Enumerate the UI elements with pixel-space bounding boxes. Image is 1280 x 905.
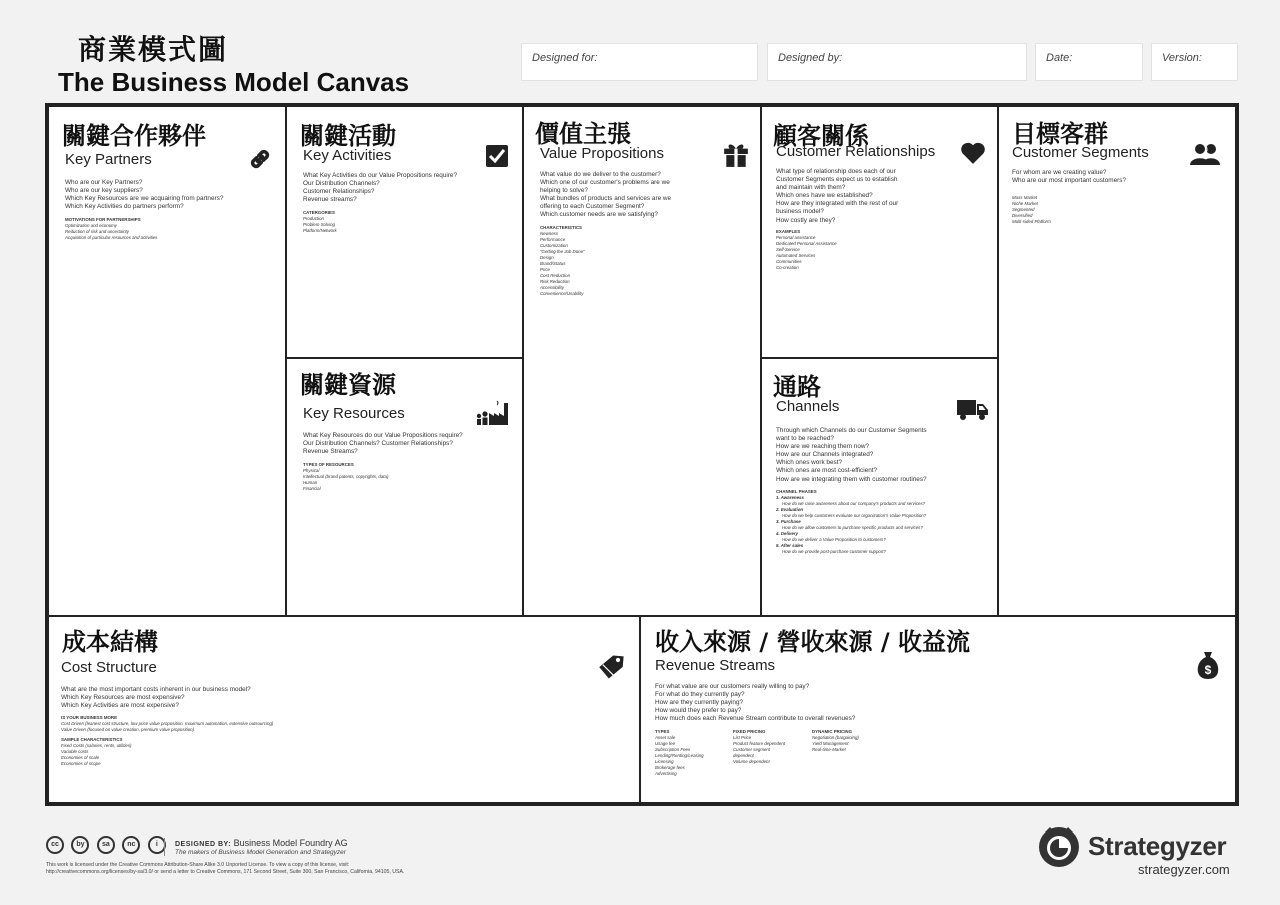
- key-activities-title-en: Key Activities: [303, 147, 392, 164]
- heart-icon: [959, 141, 987, 165]
- version-label: Version:: [1162, 52, 1202, 64]
- revenue-types-column: TYPES Asset sale Usage fee Subscription Fees Lending/Renting/Leasing Licensing Brokerage fees Advertising: [655, 729, 704, 776]
- revenue-streams-title-en: Revenue Streams: [655, 657, 776, 674]
- customer-relationships-block[interactable]: [762, 107, 997, 357]
- cost-structure-block[interactable]: [49, 617, 639, 802]
- date-label: Date:: [1046, 52, 1073, 64]
- gift-icon: [723, 140, 749, 168]
- svg-text:$: $: [1204, 663, 1212, 677]
- truck-icon: [957, 399, 989, 421]
- date-field[interactable]: [1035, 43, 1143, 81]
- by-icon: by: [71, 836, 89, 854]
- key-partners-section: MOTIVATIONS FOR PARTNERSHIPS Optimization and economy Reduction of risk and uncertainty Acquisition of particular resources and activities: [65, 217, 158, 240]
- customer-segments-block[interactable]: [999, 107, 1235, 615]
- value-propositions-questions: What value do we deliver to the customer? Which one of our customer's problems are we helping to solve? What bundles of products and services are we offering to each Customer Segment? Which customer needs are we satisfying?: [540, 171, 672, 219]
- customer-relationships-title-en: Customer Relationships: [776, 143, 936, 160]
- customer-segments-title-en: Customer Segments: [1012, 144, 1149, 161]
- designed-by-field[interactable]: [767, 43, 1027, 81]
- cost-structure-title-zh: 成本結構: [62, 628, 158, 656]
- footer-divider: [164, 838, 165, 856]
- business-model-canvas: [45, 103, 1239, 806]
- designed-by-credit: DESIGNED BY: Business Model Foundry AG: [175, 838, 348, 848]
- version-field[interactable]: [1151, 43, 1238, 81]
- revenue-streams-questions: For what value are our customers really willing to pay? For what do they currently pay? How are they currently paying? How would they prefer to pay? How much does each Revenue Stream contribute to overall revenues?: [655, 683, 856, 723]
- value-propositions-title-zh: 價值主張: [535, 120, 631, 148]
- channels-block[interactable]: [762, 359, 997, 615]
- page-title-zh: 商業模式圖: [78, 33, 229, 66]
- key-activities-title-zh: 關鍵活動: [300, 122, 396, 150]
- factory-workers-icon: [475, 399, 511, 427]
- revenue-streams-pricing: [655, 729, 955, 789]
- nc-icon: nc: [122, 836, 140, 854]
- key-activities-section: CATERGORIES Production Problem Solving Platform/Network: [303, 210, 337, 233]
- creative-commons-badges: [46, 836, 169, 856]
- page-title-en: The Business Model Canvas: [58, 67, 410, 97]
- designed-for-field[interactable]: [521, 43, 758, 81]
- strategyzer-logo-icon: [1036, 823, 1082, 867]
- customer-segments-title-zh: 目標客群: [1012, 120, 1108, 148]
- channels-questions: Through which Channels do our Customer Segments want to be reached? How are we reaching them now? How are our Channels integrated? Which ones work best? Which ones are most cost-efficient? How are we integrating them with customer routines?: [776, 427, 927, 483]
- cost-structure-title-en: Cost Structure: [61, 659, 157, 676]
- value-propositions-section: CHARACTERISTICS Newness Performance Customization "Getting the Job Done" Design Brand/Status Price Cost Reduction Risk Reduction Accessibility Convenience/Usability: [540, 225, 585, 296]
- strategyzer-url-link[interactable]: strategyzer.com: [1138, 862, 1230, 877]
- checkbox-icon: [485, 144, 509, 168]
- key-partners-title-en: Key Partners: [65, 151, 152, 168]
- strategyzer-brand[interactable]: Strategyzer: [1088, 831, 1227, 861]
- customer-relationships-section: EXAMPLES Personal assistance Dedicated Personal Assistance Self-Service Automated Services Communities Co-creation: [776, 229, 837, 270]
- designed-by-label: Designed by:: [778, 52, 843, 64]
- customer-segments-section: Mass Market Niche Market Segmented Diversified Multi-sided Platform: [1012, 195, 1051, 224]
- channels-phases: CHANNEL PHASES 1. Awareness How do we raise awareness about our company's products and services? 2. Evaluation How do we help customers evaluate our organization's Value Proposition? 3. Purchase How do we allow customers to purchase specific products and services? 4. Delivery How do we deliver a Value Proposition to customers? 5. After sales How do we provide post-purchase customer support?: [776, 489, 927, 554]
- person-icon: i: [148, 836, 166, 854]
- cost-structure-section: IS YOUR BUSINESS MORE Cost Driven (leanest cost structure, low price value proposition, maximum automation, extensive outsourcing) Value Driven (focused on value creation, premium value proposition) SAMPLE CHARACTERISTICS Fixed Costs (salaries, rents, utilities) Variable costs Economies of scale Economies of scope: [61, 715, 274, 766]
- price-tag-icon: [597, 653, 625, 681]
- customer-relationships-title-zh: 顧客關係: [773, 122, 869, 150]
- key-activities-questions: What Key Activities do our Value Propositions require? Our Distribution Channels? Customer Relationships? Revenue streams?: [303, 172, 458, 204]
- designed-for-label: Designed for:: [532, 52, 598, 64]
- key-activities-block[interactable]: [287, 107, 522, 357]
- key-resources-block[interactable]: [287, 359, 522, 615]
- value-propositions-block[interactable]: [524, 107, 760, 615]
- channels-title-zh: 通路: [773, 373, 821, 401]
- license-text: This work is licensed under the Creative Commons Attribution-Share Alike 3.0 Unported License. To view a copy of this license, visit: http://creativecommons.org/licenses/by-sa/3.0/ or send a letter to Creative Commons, 171 Second Street, Suite 300, San Francisco, California, 94105, USA.: [46, 862, 405, 875]
- cost-structure-questions: What are the most important costs inherent in our business model? Which Key Resources are most expensive? Which Key Activities are most expensive?: [61, 686, 251, 710]
- sa-icon: sa: [97, 836, 115, 854]
- makers-tagline: The makers of Business Model Generation and Strategyzer: [175, 849, 346, 856]
- money-bag-icon: [1196, 650, 1220, 680]
- people-icon: [1189, 143, 1221, 165]
- revenue-streams-block[interactable]: [641, 617, 1235, 802]
- key-resources-section: TYPES OF RESOURCES Physical Intellectual (brand patents, copyrights, data) Human Financial: [303, 462, 389, 491]
- channels-title-en: Channels: [776, 398, 840, 415]
- fixed-pricing-column: FIXED PRICING List Price Product feature dependent Customer segment dependent Volume dependent: [733, 729, 785, 764]
- key-partners-block[interactable]: [49, 107, 285, 615]
- customer-segments-questions: For whom are we creating value? Who are our most important customers?: [1012, 169, 1127, 185]
- cc-icon: cc: [46, 836, 64, 854]
- key-resources-questions: What Key Resources do our Value Propositions require? Our Distribution Channels? Customer Relationships? Revenue Streams?: [303, 432, 463, 456]
- dynamic-pricing-column: DYNAMIC PRICING Negotiation (bargaining) Yield Management Real-time-Market: [812, 729, 859, 752]
- revenue-streams-title-zh: 收入來源 / 營收來源 / 收益流: [655, 628, 970, 656]
- customer-relationships-questions: What type of relationship does each of our Customer Segments expect us to establish and maintain with them? Which ones have we established? How are they integrated with the rest of our business model? How costly are they?: [776, 168, 899, 224]
- link-icon: [246, 145, 274, 173]
- key-partners-questions: Who are our Key Partners? Who are our key suppliers? Which Key Resources are we acquairing from partners? Which Key Activities do partners perform?: [65, 179, 224, 211]
- value-propositions-title-en: Value Propositions: [540, 145, 664, 162]
- key-resources-title-zh: 關鍵資源: [300, 371, 396, 399]
- key-resources-title-en: Key Resources: [303, 405, 405, 422]
- key-partners-title-zh: 關鍵合作夥伴: [62, 122, 206, 150]
